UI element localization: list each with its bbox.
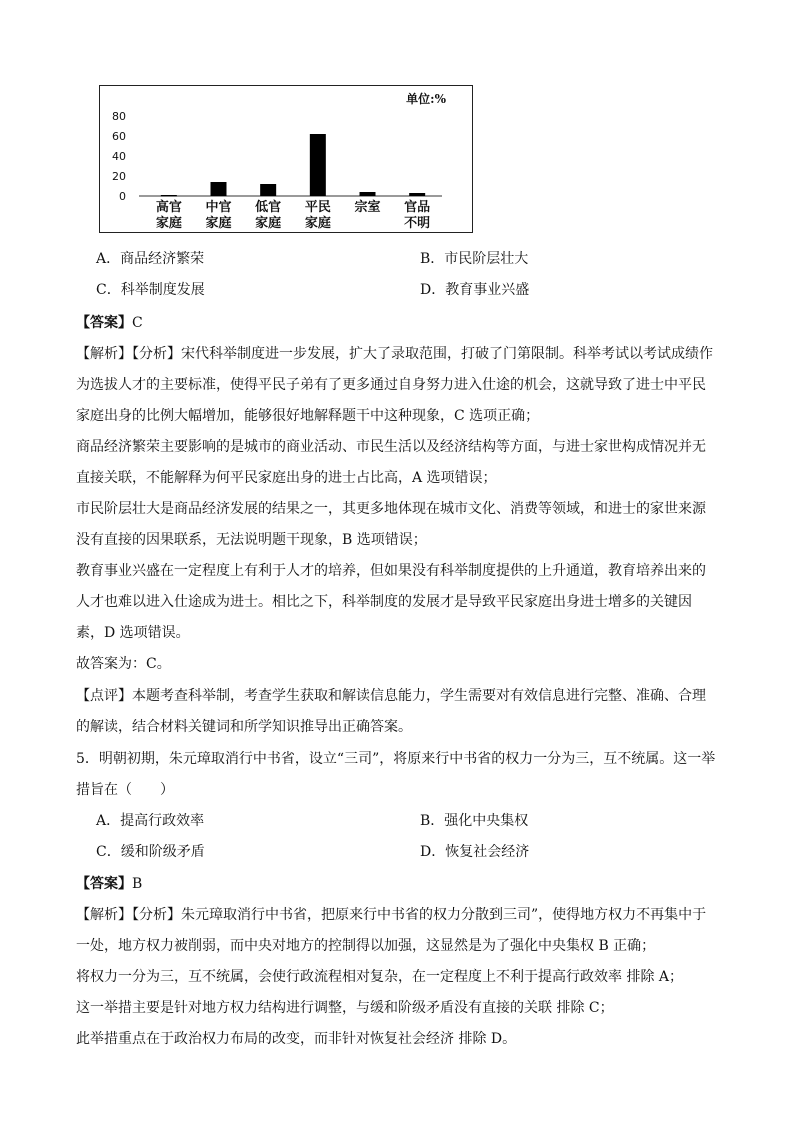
q4-analysis-line: 人才也难以进入仕途成为进士。相比之下，科举制度的发展才是导致平民家庭出身进士增多的关键因 xyxy=(76,594,692,610)
q5-answer xyxy=(76,874,142,894)
q5-analysis-line: 【解析】【分析】朱元璋取消行中书省，把原来行中书省的权力分散到三司”，使得地方权力不再集中于 xyxy=(76,907,707,923)
q4-analysis-line: 【解析】【分析】宋代科举制度进一步发展，扩大了录取范围，打破了门第限制。科举考试以考试成绩作 xyxy=(76,346,713,362)
q4-option-c: C．科举制度发展 xyxy=(96,282,205,298)
q5-option-c: C．缓和阶级矛盾 xyxy=(96,844,205,860)
q5-analysis-line: 将权力一分为三，互不统属，会使行政流程相对复杂，在一定程度上不利于提高行政效率 排除 A； xyxy=(76,969,684,985)
bar xyxy=(161,195,177,197)
q5-analysis-line: 一处，地方权力被削弱，而中央对地方的控制得以加强，这显然是为了强化中央集权 B 正确； xyxy=(76,938,656,954)
bar xyxy=(409,193,425,196)
q4-analysis-line: 直接关联，不能解释为何平民家庭出身的进士占比高，A 选项错误； xyxy=(76,470,497,486)
bar xyxy=(360,192,376,196)
y-tick-label: 80 xyxy=(112,110,126,123)
x-tick-label: 中官 xyxy=(205,200,232,215)
bar xyxy=(310,134,326,196)
q4-final-answer: 故答案为：C。 xyxy=(76,656,171,672)
q5-option-d: D．恢复社会经济 xyxy=(420,844,530,860)
chart-unit-label: 单位:% xyxy=(406,92,446,106)
q4-analysis-line: 素，D 选项错误。 xyxy=(76,625,190,641)
x-tick-label: 平民 xyxy=(304,200,331,215)
x-tick-label: 官品 xyxy=(404,200,431,215)
bar xyxy=(211,182,227,196)
q5-analysis-line: 这一举措主要是针对地方权力结构进行调整，与缓和阶级矛盾没有直接的关联 排除 C； xyxy=(76,1000,614,1016)
answer-value: C xyxy=(132,315,143,331)
bar-chart xyxy=(99,85,473,233)
q4-option-a: A．商品经济繁荣 xyxy=(96,251,205,267)
q4-analysis-line: 商品经济繁荣主要影响的是城市的商业活动、市民生活以及经济结构等方面，与进士家世构成情况并无 xyxy=(76,439,706,455)
q5-stem-line: 措旨在（ ） xyxy=(76,782,174,798)
answer-tag: 【答案】 xyxy=(76,876,132,892)
x-tick-label: 高官 xyxy=(155,200,182,215)
q4-answer xyxy=(76,313,143,333)
x-tick-label: 家庭 xyxy=(155,216,182,231)
q4-comment-line: 的解读，结合材料关键词和所学知识推导出正确答案。 xyxy=(76,719,412,735)
q5-option-b: B．强化中央集权 xyxy=(420,813,529,829)
x-tick-label: 家庭 xyxy=(205,216,232,231)
y-tick-label: 60 xyxy=(112,130,126,143)
answer-value: B xyxy=(132,876,143,892)
q4-option-d: D．教育事业兴盛 xyxy=(420,282,530,298)
q4-comment-line: 【点评】本题考查科举制，考查学生获取和解读信息能力，学生需要对有效信息进行完整、准确、合理 xyxy=(76,688,706,704)
x-tick-label: 不明 xyxy=(404,216,431,231)
answer-tag: 【答案】 xyxy=(76,315,132,331)
q5-stem-line: 5．明朝初期，朱元璋取消行中书省，设立“三司”，将原来行中书省的权力一分为三，互不统属。这一举 xyxy=(76,751,716,767)
x-tick-label: 宗室 xyxy=(354,200,381,215)
x-tick-label: 低官 xyxy=(255,200,282,215)
x-tick-label: 家庭 xyxy=(255,216,282,231)
q4-analysis-line: 市民阶层壮大是商品经济发展的结果之一，其更多地体现在城市文化、消费等领域，和进士的家世来源 xyxy=(76,501,706,517)
x-tick-label: 家庭 xyxy=(304,216,331,231)
y-tick-label: 0 xyxy=(119,190,126,203)
q4-option-b: B．市民阶层壮大 xyxy=(420,251,529,267)
bar xyxy=(260,184,276,196)
q4-analysis-line: 没有直接的因果联系，无法说明题干现象，B 选项错误； xyxy=(76,532,427,548)
y-tick-label: 20 xyxy=(112,170,126,183)
q5-option-a: A．提高行政效率 xyxy=(96,813,205,829)
y-tick-label: 40 xyxy=(112,150,126,163)
q4-analysis-line: 教育事业兴盛在一定程度上有利于人才的培养，但如果没有科举制度提供的上升通道，教育培养出来的 xyxy=(76,563,706,579)
q5-analysis-line: 此举措重点在于政治权力布局的改变，而非针对恢复社会经济 排除 D。 xyxy=(76,1031,517,1047)
q4-analysis-line: 为选拔人才的主要标准，使得平民子弟有了更多通过自身努力进入仕途的机会，这就导致了进士中平民 xyxy=(76,377,706,393)
q4-analysis-line: 家庭出身的比例大幅增加，能够很好地解释题干中这种现象，C 选项正确； xyxy=(76,408,540,424)
